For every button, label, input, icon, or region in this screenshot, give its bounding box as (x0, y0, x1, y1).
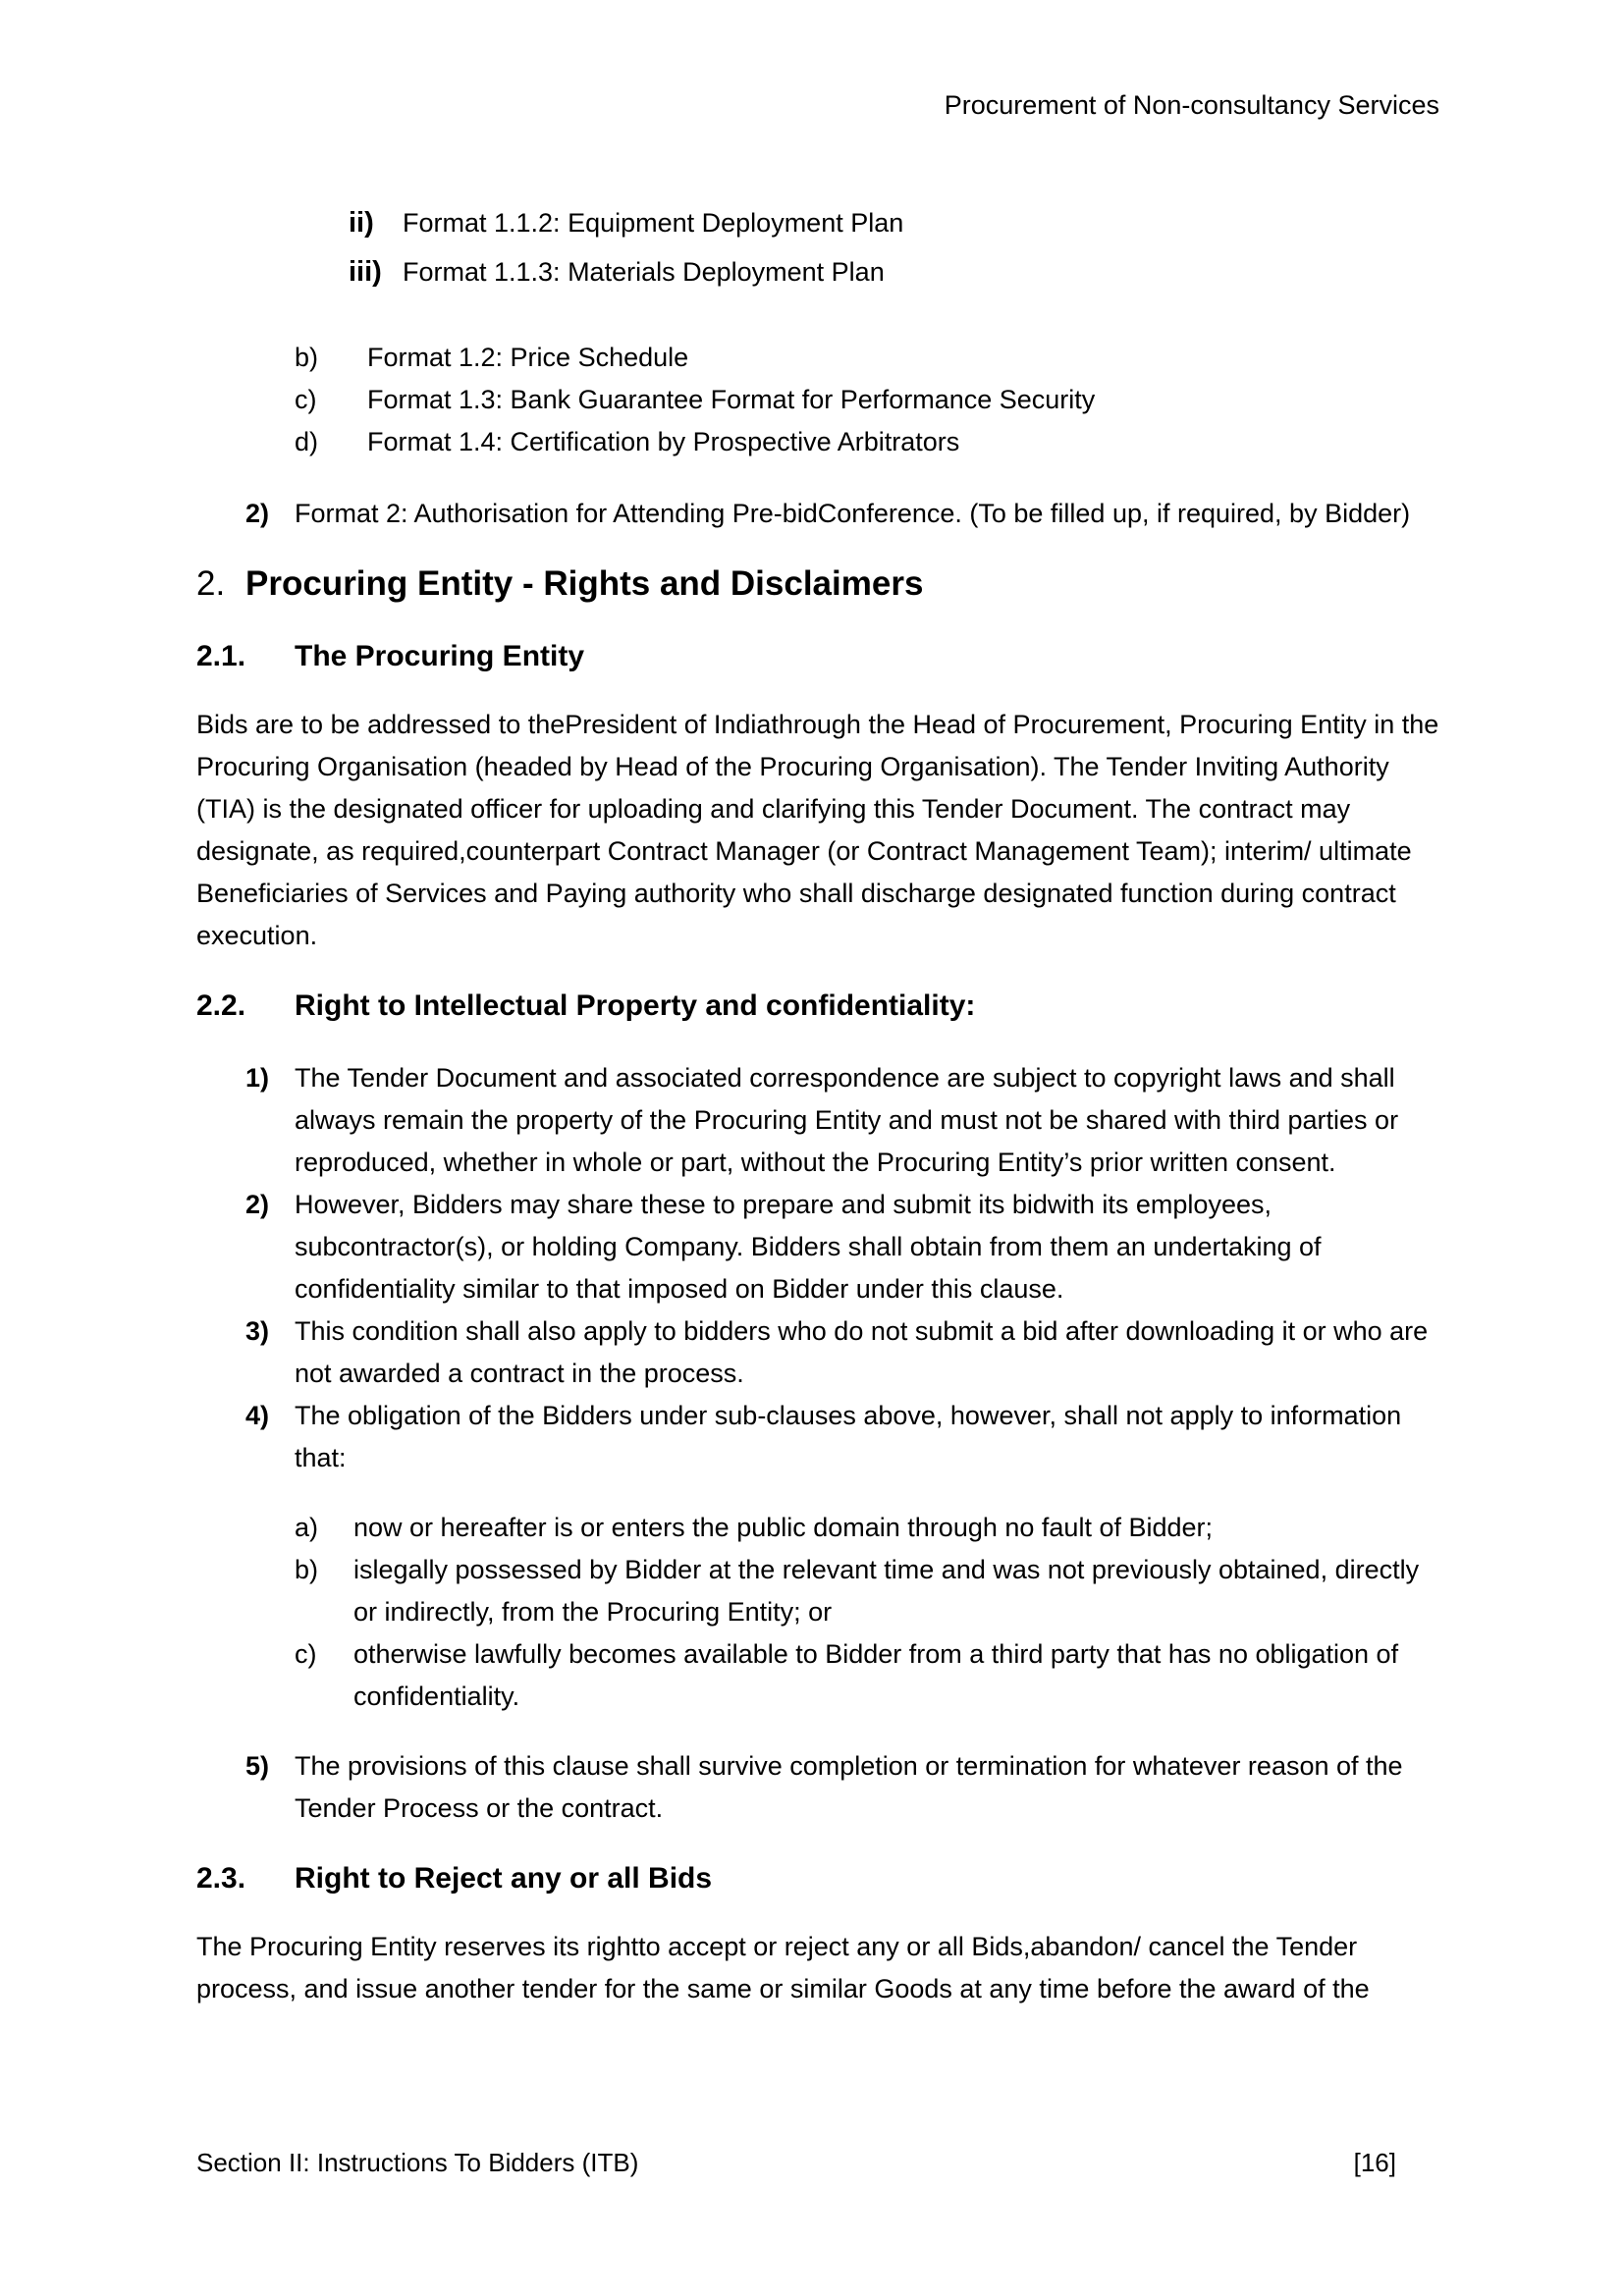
subsection-number: 2.2. (196, 989, 246, 1022)
list-item (295, 1633, 1439, 1718)
list-item-text: However, Bidders may share these to prepare and submit its bidwith its employees, subcontractor(s), or holding Company. Bidders shall obtain from them an undertaking of confidentiality similar to that imposed on Bidder under this clause. (295, 1190, 1322, 1304)
numbered-list (196, 1057, 1439, 1479)
list-item (245, 1184, 1439, 1310)
list-item (245, 493, 1439, 535)
section-heading (196, 562, 1439, 606)
subsection-number: 2.1. (196, 640, 246, 672)
list-item (245, 1745, 1439, 1830)
subsection-number: 2.3. (196, 1862, 246, 1895)
list-item-text: The Tender Document and associated correspondence are subject to copyright laws and shall always remain the property of the Procuring Entity and must not be shared with third parties or reproduced, whether in whole or part, without the Procuring Entity’s prior written consent. (295, 1063, 1399, 1177)
list-marker: c) (295, 385, 317, 414)
list-item-text: Format 1.1.3: Materials Deployment Plan (403, 257, 885, 287)
page-footer (196, 2146, 1396, 2179)
list-marker: 2) (245, 499, 270, 528)
list-item (245, 1310, 1439, 1395)
list-item (295, 421, 1439, 463)
list-marker: 2) (245, 1190, 270, 1219)
subsection-title: The Procuring Entity (295, 640, 585, 672)
subsection-heading (196, 637, 1439, 676)
list-item-text: now or hereafter is or enters the public domain through no fault of Bidder; (353, 1513, 1214, 1542)
list-marker: 5) (245, 1751, 270, 1781)
list-marker: 4) (245, 1401, 270, 1430)
list-marker: b) (295, 1555, 319, 1584)
footer-page-number: [16] (1353, 2148, 1396, 2177)
list-item (245, 1395, 1439, 1479)
list-marker: iii) (349, 256, 382, 288)
sub-letter-list (196, 1507, 1439, 1718)
list-marker: 3) (245, 1316, 270, 1346)
list-item-text: islegally possessed by Bidder at the relevant time and was not previously obtained, directly or indirectly, from the Procuring Entity; or (353, 1555, 1420, 1627)
list-marker: 1) (245, 1063, 270, 1093)
list-item-text: Format 1.4: Certification by Prospective Arbitrators (367, 427, 960, 456)
footer-section-label: Section II: Instructions To Bidders (ITB) (196, 2148, 639, 2177)
list-marker: c) (295, 1639, 317, 1669)
list-marker: ii) (349, 207, 374, 239)
subsection-heading (196, 1859, 1439, 1898)
paragraph: The Procuring Entity reserves its rightto accept or reject any or all Bids,abandon/ cancel the Tender process, and issue another tender for the same or similar Goods at any time before the award of the (196, 1932, 1370, 2003)
list-item (295, 1507, 1439, 1549)
list-item-text: The obligation of the Bidders under sub-clauses above, however, shall not apply to information that: (295, 1401, 1402, 1472)
list-item-text: Format 1.2: Price Schedule (367, 343, 689, 372)
list-item-text: Format 1.3: Bank Guarantee Format for Performance Security (367, 385, 1096, 414)
page-header (196, 0, 1439, 122)
subsection-title: Right to Reject any or all Bids (295, 1862, 713, 1895)
list-item-text: Format 2: Authorisation for Attending Pre-bidConference. (To be filled up, if required, by Bidder) (295, 499, 1411, 528)
list-item (295, 337, 1439, 379)
subsection-title: Right to Intellectual Property and confidentiality: (295, 989, 976, 1022)
list-item-text: This condition shall also apply to bidders who do not submit a bid after downloading it or who are not awarded a contract in the process. (295, 1316, 1429, 1388)
subsection-heading (196, 987, 1439, 1026)
section-number: 2. (196, 564, 226, 603)
list-item (349, 251, 1439, 294)
list-item (295, 1549, 1439, 1633)
list-marker: a) (295, 1513, 319, 1542)
list-item-text: otherwise lawfully becomes available to Bidder from a third party that has no obligation of confidentiality. (353, 1639, 1399, 1711)
list-item (349, 202, 1439, 244)
list-item (295, 379, 1439, 421)
paragraph: Bids are to be addressed to thePresident of Indiathrough the Head of Procurement, Procuring Entity in the Procuring Organisation (headed by Head of the Procuring Organisation). The Tender Inviting Authority (TIA) is the designated officer for uploading and clarifying this Tender Document. The contract may designate, as required,counterpart Contract Manager (or Contract Management Team); interim/ ultimate Beneficiaries of Services and Paying authority who shall discharge designated function during contract execution. (196, 710, 1439, 950)
list-marker: d) (295, 427, 319, 456)
list-item-text: The provisions of this clause shall survive completion or termination for whatever reason of the Tender Process or the contract. (295, 1751, 1403, 1823)
format-letter-list (196, 337, 1439, 463)
section-title: Procuring Entity - Rights and Disclaimers (245, 564, 924, 603)
list-marker: b) (295, 343, 319, 372)
page-content (196, 0, 1439, 2010)
format-roman-list (196, 202, 1439, 294)
header-title: Procurement of Non-consultancy Services (944, 90, 1439, 120)
list-item-text: Format 1.1.2: Equipment Deployment Plan (403, 208, 904, 238)
list-item (245, 1057, 1439, 1184)
